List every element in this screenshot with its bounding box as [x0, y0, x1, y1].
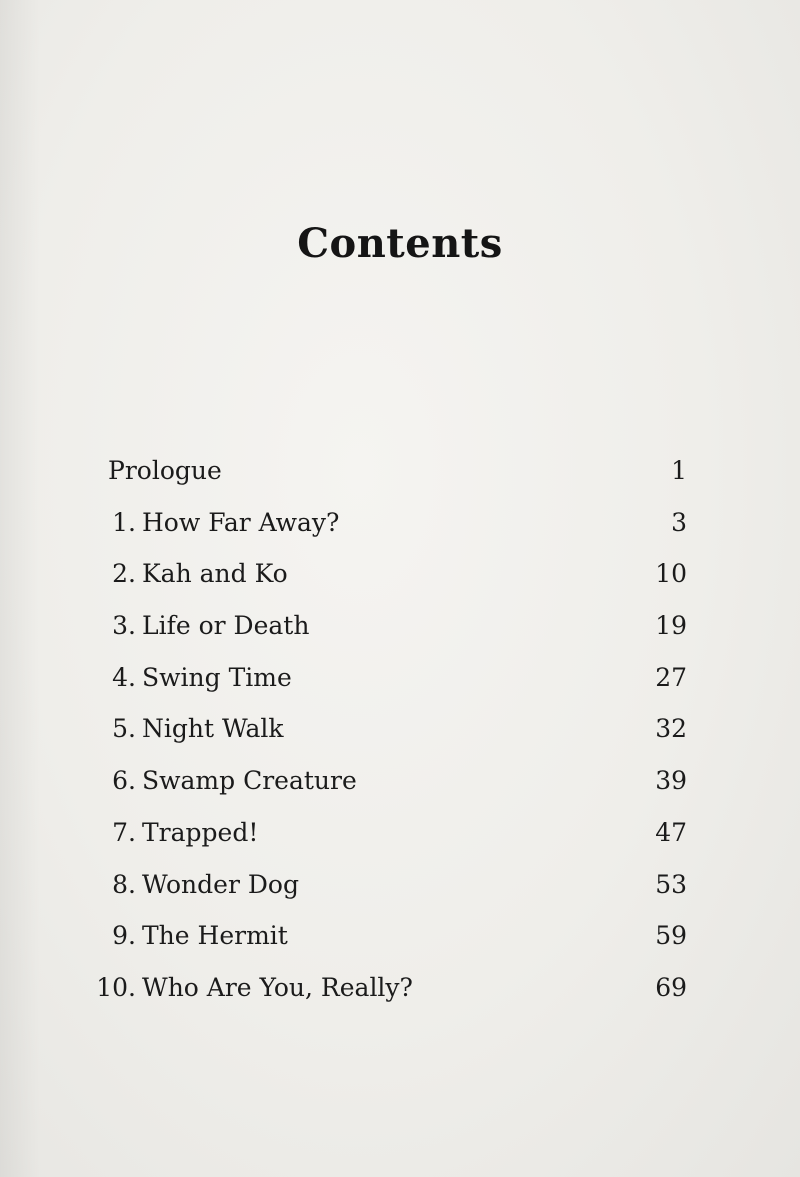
toc-entry-prologue	[0, 445, 800, 497]
chapter-title: Life or Death	[142, 611, 310, 641]
page-number: 27	[655, 662, 687, 692]
chapter-title: Swing Time	[142, 662, 292, 692]
chapter-title: Swamp Creature	[142, 766, 357, 796]
chapter-title: Who Are You, Really?	[142, 972, 413, 1002]
chapter-number: 1.	[112, 507, 136, 537]
toc-entry-chapter-7	[0, 807, 800, 859]
chapter-number: 4.	[112, 662, 136, 692]
toc-entry-chapter-1	[0, 497, 800, 549]
page-number: 69	[655, 972, 687, 1002]
page-number: 59	[655, 921, 687, 951]
chapter-title: Kah and Ko	[142, 559, 288, 589]
chapter-number: 6.	[112, 766, 136, 796]
table-of-contents	[0, 445, 800, 1014]
chapter-number: 10.	[96, 972, 136, 1002]
page-number: 10	[655, 559, 687, 589]
page-number: 47	[655, 817, 687, 847]
chapter-title: Night Walk	[142, 714, 284, 744]
toc-entry-chapter-8	[0, 859, 800, 911]
toc-entry-chapter-3	[0, 600, 800, 652]
toc-entry-chapter-5	[0, 703, 800, 755]
chapter-title: Wonder Dog	[142, 869, 299, 899]
chapter-title: Prologue	[108, 456, 222, 485]
chapter-number: 8.	[112, 869, 136, 899]
chapter-number: 9.	[112, 921, 136, 951]
page-number: 53	[655, 869, 687, 899]
page-number: 1	[671, 456, 687, 485]
toc-entry-chapter-9	[0, 910, 800, 962]
chapter-number: 7.	[112, 817, 136, 847]
chapter-number: 5.	[112, 714, 136, 744]
chapter-title: The Hermit	[142, 921, 288, 951]
toc-entry-chapter-4	[0, 652, 800, 704]
page-number: 19	[655, 611, 687, 641]
toc-entry-chapter-2	[0, 548, 800, 600]
page-number: 39	[655, 766, 687, 796]
chapter-number: 3.	[112, 611, 136, 641]
toc-entry-chapter-10	[0, 962, 800, 1014]
chapter-title: Trapped!	[142, 817, 259, 847]
toc-entry-chapter-6	[0, 755, 800, 807]
chapter-title: How Far Away?	[142, 507, 340, 537]
contents-heading: Contents	[297, 220, 503, 267]
chapter-number: 2.	[112, 559, 136, 589]
page-number: 32	[655, 714, 687, 744]
page-number: 3	[671, 507, 687, 537]
